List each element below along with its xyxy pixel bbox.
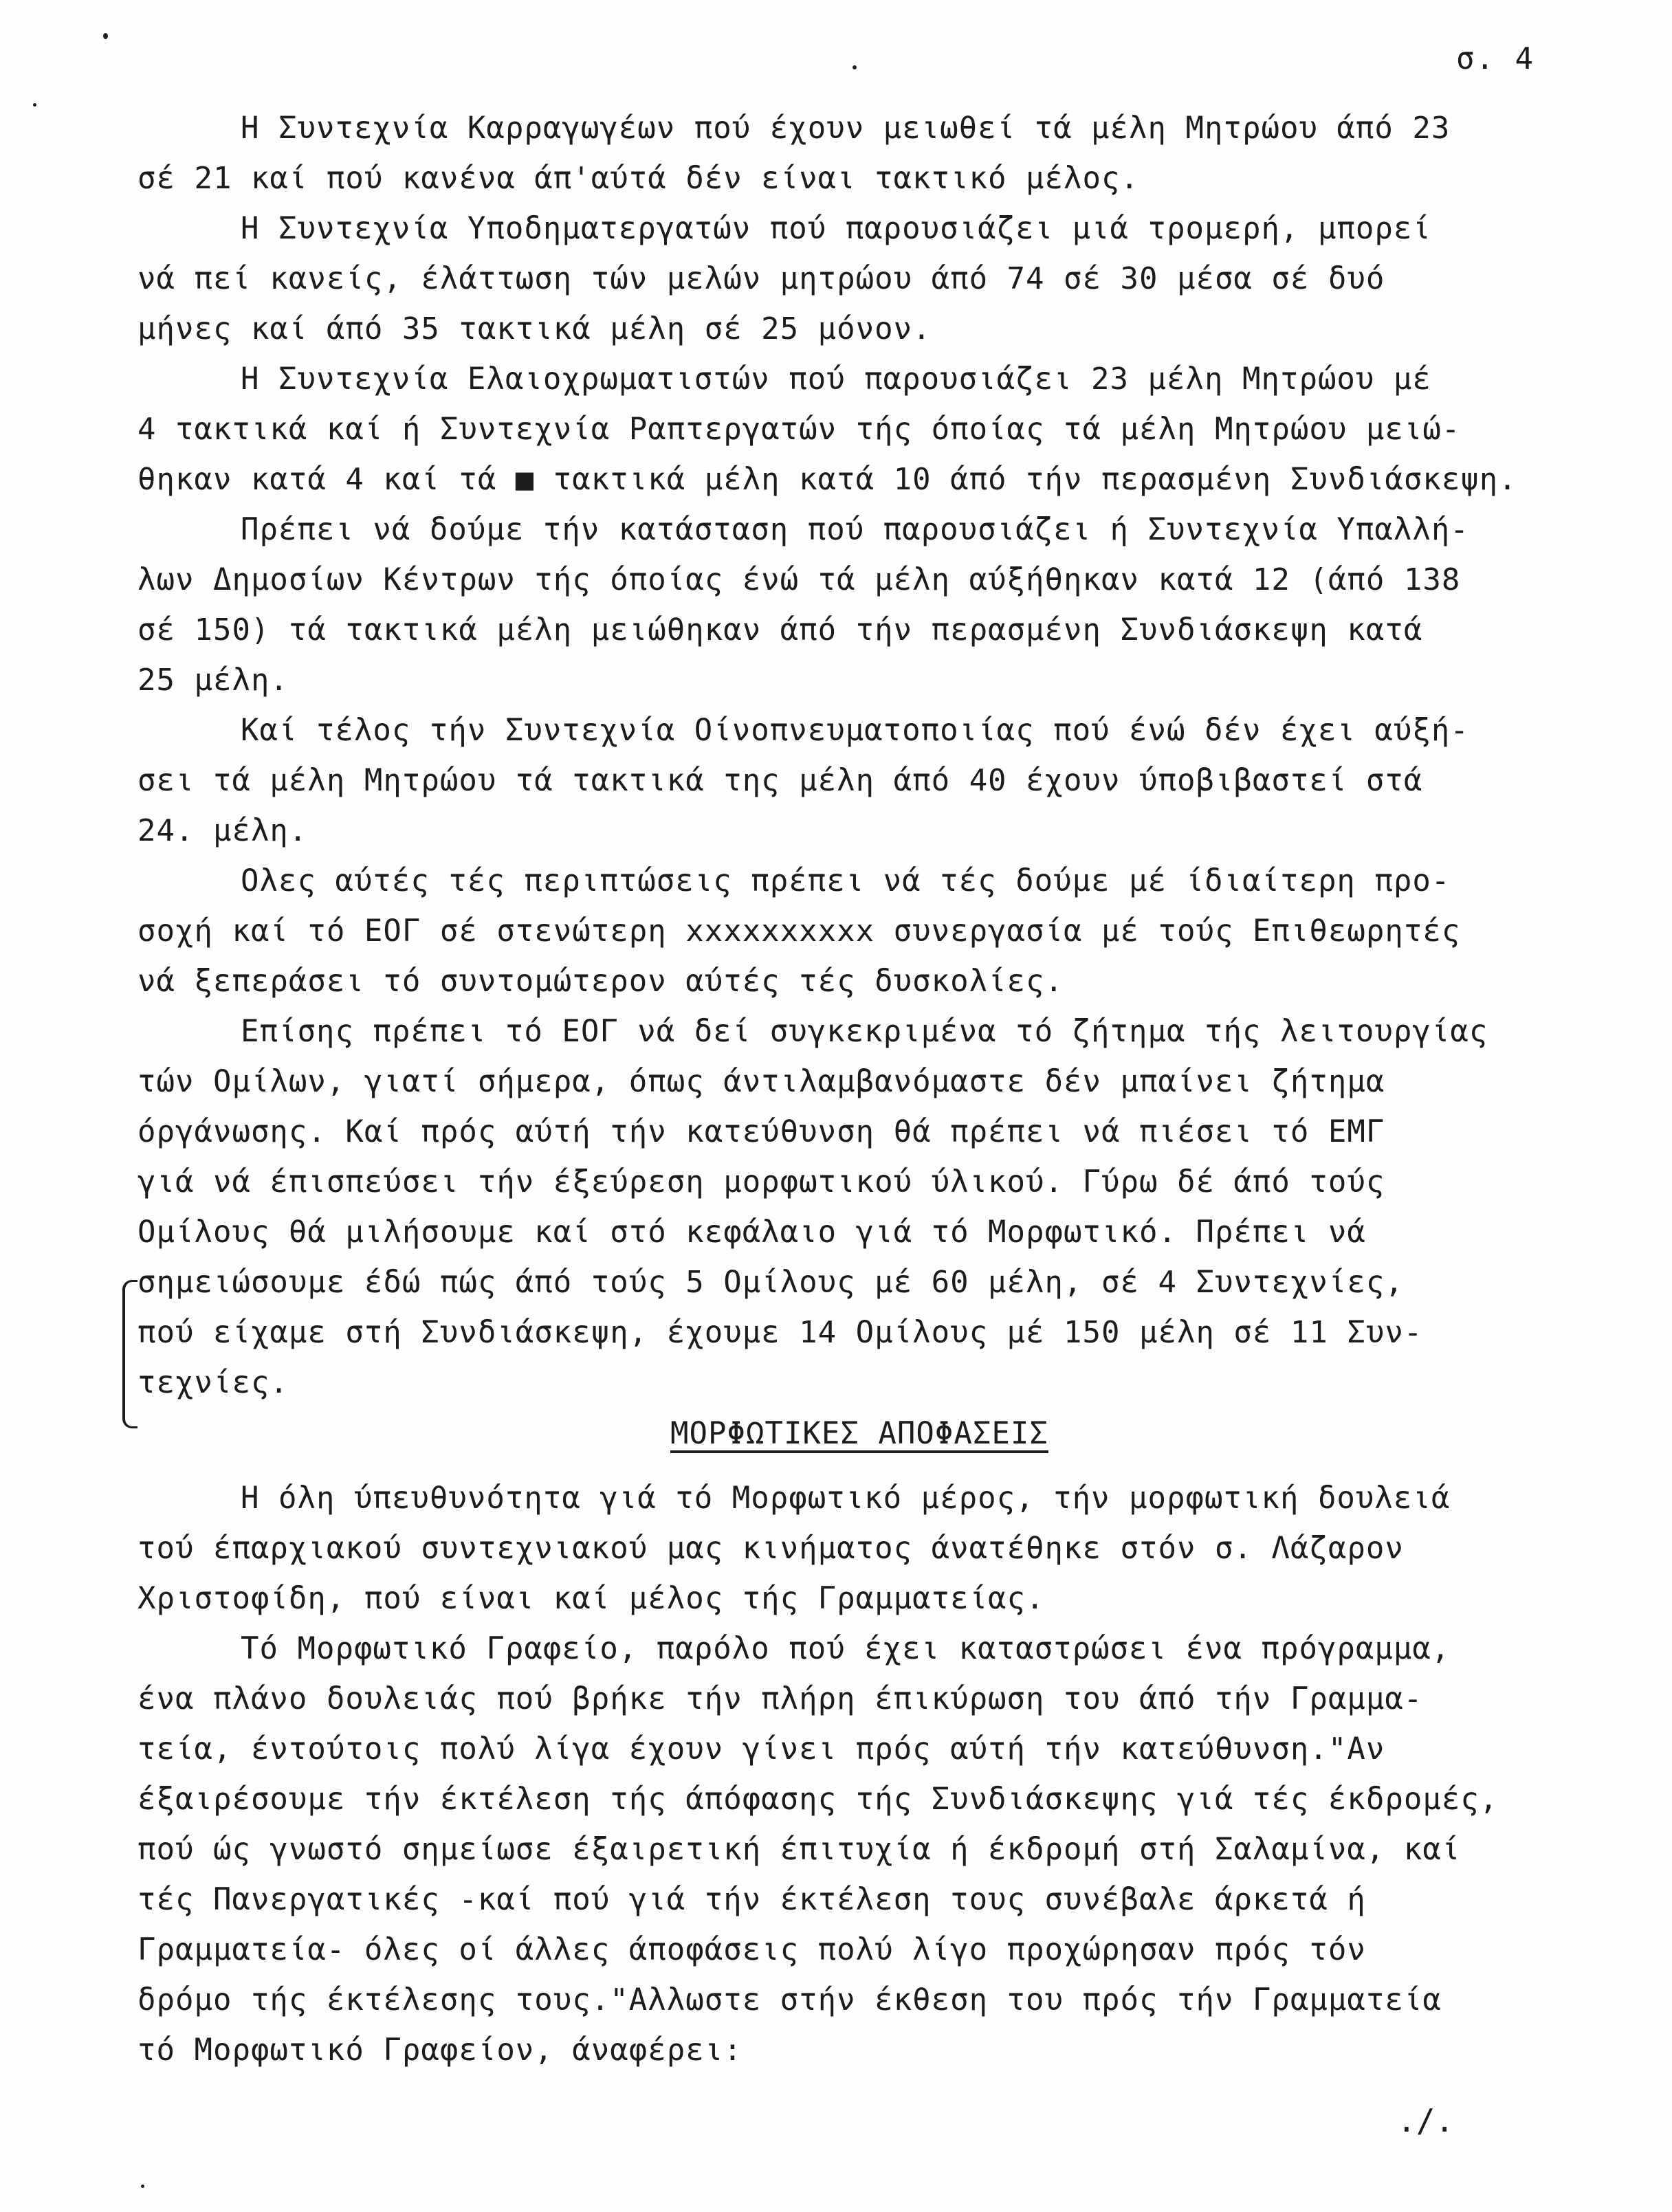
text-line: νά πεί κανείς, έλάττωση τών μελών μητρώου άπό 74 σέ 30 μέσα σέ δυό <box>138 261 1385 296</box>
text-line: έξαιρέσουμε τήν έκτέλεση τής άπόφασης τής Συνδιάσκεψης γιά τές έκδρομές, <box>138 1782 1499 1817</box>
text-line: πού είχαμε στή Συνδιάσκεψη, έχουμε 14 Ομίλους μέ 150 μέλη σέ 11 Συν- <box>138 1315 1423 1350</box>
paragraph <box>138 354 1602 505</box>
text-line: Η Συντεχνία Ελαιοχρωματιστών πού παρουσιάζει 23 μέλη Μητρώου μέ <box>241 362 1431 397</box>
ink-speck <box>103 33 108 39</box>
ink-speck <box>141 2185 144 2188</box>
text-line: Η όλη ύπευθυνότητα γιά τό Μορφωτικό μέρος, τήν μορφωτική δουλειά <box>241 1481 1451 1516</box>
paragraph <box>138 1624 1602 2075</box>
section-heading: ΜΟΡΦΩΤΙΚΕΣ ΑΠΟΦΑΣΕΙΣ <box>670 1416 1048 1451</box>
paragraph <box>138 103 1602 203</box>
text-line: 24. μέλη. <box>138 813 308 848</box>
ink-speck <box>33 103 36 107</box>
text-line: σέ 21 καί πού κανένα άπ'αύτά δέν είναι τακτικό μέλος. <box>138 161 1139 196</box>
text-line: τές Πανεργατικές -καί πού γιά τήν έκτέλεση τους συνέβαλε άρκετά ή <box>138 1882 1366 1917</box>
text-line: 25 μέλη. <box>138 663 289 698</box>
text-line: Χριστοφίδη, πού είναι καί μέλος τής Γραμματείας. <box>138 1581 1045 1616</box>
margin-bracket-mark <box>122 1280 138 1428</box>
text-line: Γραμματεία- όλες οί άλλες άποφάσεις πολύ λίγο προχώρησαν πρός τόν <box>138 1932 1366 1967</box>
text-line: τών Ομίλων, γιατί σήμερα, όπως άντιλαμβανόμαστε δέν μπαίνει ζήτημα <box>138 1064 1385 1099</box>
text-line: δρόμο τής έκτέλεσης τους."Αλλωστε στήν έκθεση του πρός τήν Γραμματεία <box>138 1982 1442 2017</box>
text-line: Πρέπει νά δούμε τήν κατάσταση πού παρουσιάζει ή Συντεχνία Υπαλλή- <box>241 512 1469 547</box>
text-line: τεχνίες. <box>138 1365 289 1400</box>
page-number: σ. 4 <box>1456 41 1534 76</box>
text-line: τού έπαρχιακού συντεχνιακού μας κινήματος άνατέθηκε στόν σ. Λάζαρον <box>138 1531 1404 1566</box>
text-line: λων Δημοσίων Κέντρων τής όποίας ένώ τά μέλη αύξήθηκαν κατά 12 (άπό 138 <box>138 562 1461 597</box>
ink-speck <box>852 65 857 69</box>
paragraph <box>138 203 1602 354</box>
text-line: 4 τακτικά καί ή Συντεχνία Ραπτεργατών τής όποίας τά μέλη Μητρώου μειώ- <box>138 412 1461 447</box>
text-line: όργάνωσης. Καί πρός αύτή τήν κατεύθυνση θά πρέπει νά πιέσει τό ΕΜΓ <box>138 1114 1385 1149</box>
text-line: τεία, έντούτοις πολύ λίγα έχουν γίνει πρός αύτή τήν κατεύθυνση."Αν <box>138 1732 1385 1767</box>
text-line: Καί τέλος τήν Συντεχνία Οίνοπνευματοποιίας πού ένώ δέν έχει αύξή- <box>241 713 1469 748</box>
section-heading-row <box>138 1408 1602 1473</box>
text-line: Ομίλους θά μιλήσουμε καί στό κεφάλαιο γιά τό Μορφωτικό. Πρέπει νά <box>138 1215 1366 1250</box>
paragraphs-after-heading <box>138 1473 1602 2075</box>
paragraph <box>138 1006 1602 1408</box>
paragraph <box>138 505 1602 705</box>
text-line: σημειώσουμε έδώ πώς άπό τούς 5 Ομίλους μέ 60 μέλη, σέ 4 Συντεχνίες, <box>138 1265 1404 1300</box>
text-line: ένα πλάνο δουλειάς πού βρήκε τήν πλήρη έπικύρωση του άπό τήν Γραμμα- <box>138 1681 1423 1716</box>
text-line: Ολες αύτές τές περιπτώσεις πρέπει νά τές δούμε μέ ίδιαίτερη προ- <box>241 863 1451 898</box>
text-line: Επίσης πρέπει τό ΕΟΓ νά δεί συγκεκριμένα τό ζήτημα τής λειτουργίας <box>241 1014 1488 1049</box>
document-body <box>138 103 1602 2075</box>
paragraphs-before-heading <box>138 103 1602 1408</box>
text-line: Η Συντεχνία Καρραγωγέων πού έχουν μειωθεί τά μέλη Μητρώου άπό 23 <box>241 111 1451 146</box>
text-line: σει τά μέλη Μητρώου τά τακτικά της μέλη άπό 40 έχουν ύποβιβαστεί στά <box>138 763 1423 798</box>
text-line: Τό Μορφωτικό Γραφείο, παρόλο πού έχει καταστρώσει ένα πρόγραμμα, <box>241 1631 1451 1666</box>
paragraph <box>138 705 1602 856</box>
text-line: τό Μορφωτικό Γραφείον, άναφέρει: <box>138 2033 742 2068</box>
paragraph <box>138 856 1602 1006</box>
paragraph <box>138 1473 1602 1624</box>
text-line: γιά νά έπισπεύσει τήν έξεύρεση μορφωτικού ύλικού. Γύρω δέ άπό τούς <box>138 1164 1385 1199</box>
text-line: μήνες καί άπό 35 τακτικά μέλη σέ 25 μόνον. <box>138 311 932 346</box>
text-line: νά ξεπεράσει τό συντομώτερον αύτές τές δυσκολίες. <box>138 964 1064 999</box>
text-line: σέ 150) τά τακτικά μέλη μειώθηκαν άπό τήν περασμένη Συνδιάσκεψη κατά <box>138 612 1423 648</box>
text-line: θηκαν κατά 4 καί τά ■ τακτικά μέλη κατά 10 άπό τήν περασμένη Συνδιάσκεψη. <box>138 462 1517 497</box>
text-line: Η Συντεχνία Υποδηματεργατών πού παρουσιάζει μιά τρομερή, μπορεί <box>241 211 1431 246</box>
text-line: πού ώς γνωστό σημείωσε έξαιρετική έπιτυχία ή έκδρομή στή Σαλαμίνα, καί <box>138 1832 1461 1867</box>
sign-off-mark: ./. <box>1397 2102 1455 2139</box>
text-line: σοχή καί τό ΕΟΓ σέ στενώτερη xxxxxxxxxx συνεργασία μέ τούς Επιθεωρητές <box>138 914 1461 949</box>
